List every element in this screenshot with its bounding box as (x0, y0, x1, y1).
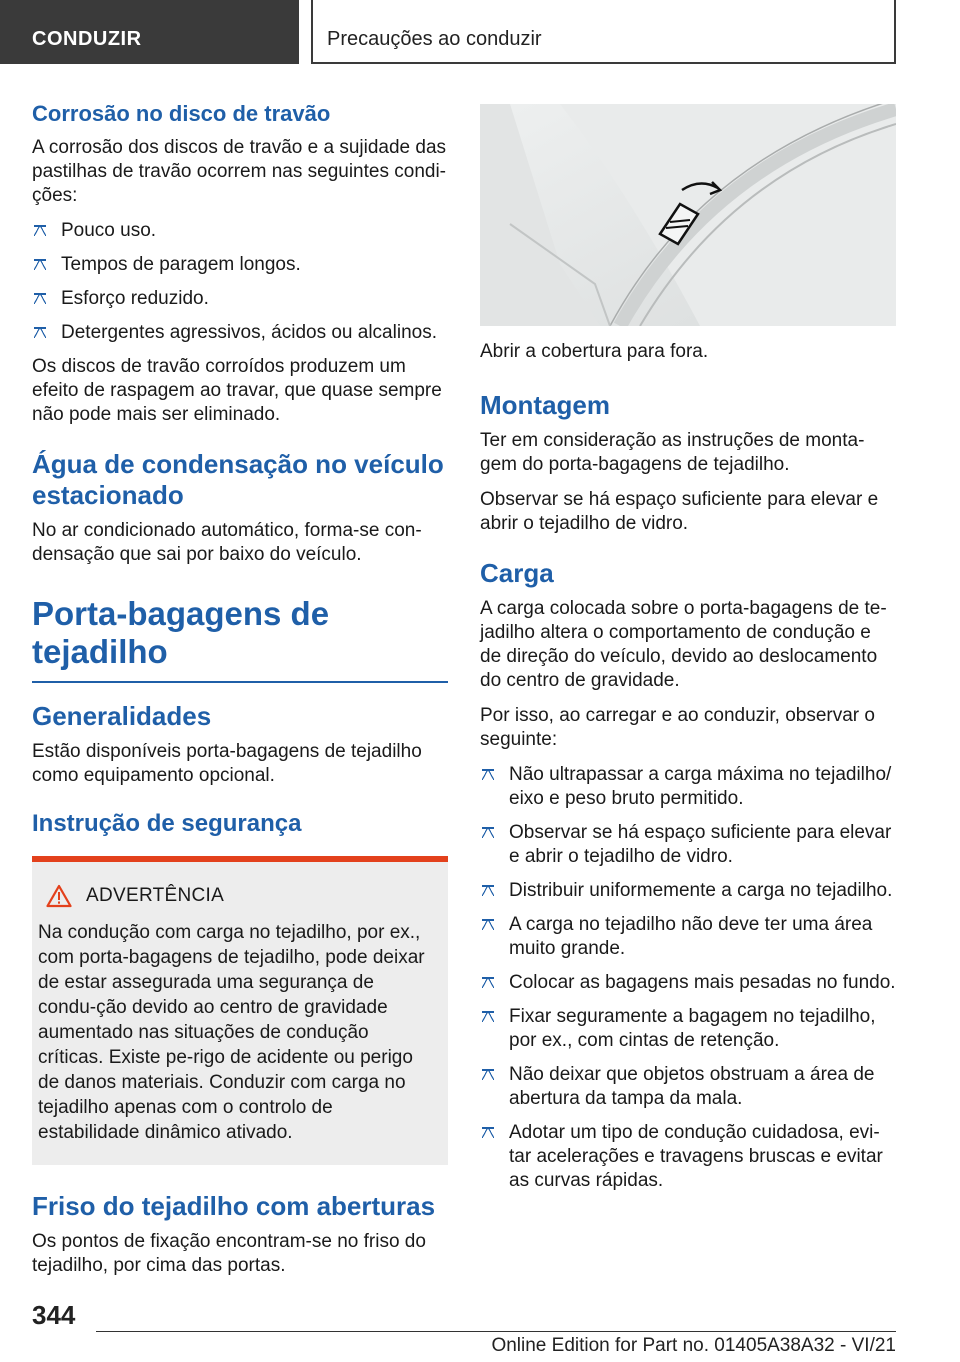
footer-edition: Online Edition for Part no. 01405A38A32 - VI/21 (491, 1335, 896, 1356)
mounting-p1: Ter em consideração as instruções de monta-gem do porta-bagagens de tejadilho. (480, 430, 865, 475)
heading-frieze: Friso do tejadilho com aberturas (32, 1191, 436, 1221)
bullet-triangle-icon (482, 827, 494, 838)
list-item: Não deixar que objetos obstruam a área de abertura da tampa da mala. (480, 1063, 896, 1111)
list-item: Tempos de paragem longos. (32, 253, 448, 277)
roof-cover-photo (480, 104, 896, 326)
page-header (0, 0, 960, 66)
bullet-triangle-icon (482, 1011, 494, 1022)
warning-header (46, 884, 434, 908)
load-p1: A carga colocada sobre o porta-bagagens de te-jadilho altera o comportamento de condução e de direção do veículo, devido ao deslocamento do centro de gravidade. (480, 598, 887, 691)
roof-cover-illustration-icon (480, 104, 896, 326)
warning-text: Na condução com carga no tejadilho, por ex., com porta-bagagens de tejadilho, pode deixar de estar assegurada uma segurança de condu-ção devido ao centro de gravidade aumentado nas situações de condução críticas. Existe pe-rigo de acidente ou perigo de danos materiais. Conduzir com carga no tejadilho apenas com o controlo de estabilidade dinâmico ativado. (38, 922, 425, 1143)
bullet-triangle-icon (482, 1069, 494, 1080)
heading-mounting: Montagem (480, 390, 610, 420)
load-list (480, 763, 896, 1193)
heading-load: Carga (480, 558, 554, 588)
corrosion-intro: A corrosão dos discos de travão e a sujidade das pastilhas de travão ocorrem nas seguintes condi-ções: (32, 137, 447, 206)
bullet-triangle-icon (482, 769, 494, 780)
corrosion-list (32, 219, 448, 345)
left-column (32, 100, 448, 1289)
warning-triangle-icon (46, 884, 72, 908)
chapter-title: Precauções ao conduzir (311, 0, 896, 64)
load-p2: Por isso, ao carregar e ao conduzir, observar o seguinte: (480, 705, 875, 750)
bullet-triangle-icon (482, 919, 494, 930)
heading-corrosion: Corrosão no disco de travão (32, 101, 331, 126)
list-item: Adotar um tipo de condução cuidadosa, evi-tar acelerações e travagens bruscas e evitar as curvas rápidas. (480, 1121, 896, 1193)
bullet-triangle-icon (482, 977, 494, 988)
corrosion-outro: Os discos de travão corroídos produzem um efeito de raspagem ao travar, que quase sempre não pode mais ser eliminado. (32, 356, 442, 425)
bullet-triangle-icon (34, 225, 46, 236)
warning-label: ADVERTÊNCIA (86, 885, 225, 906)
page-number: 344 (32, 1300, 76, 1330)
list-item: Observar se há espaço suficiente para elevar e abrir o tejadilho de vidro. (480, 821, 896, 869)
list-item: Colocar as bagagens mais pesadas no fundo. (480, 971, 896, 995)
condensation-text: No ar condicionado automático, forma-se con-densação que sai por baixo do veículo. (32, 520, 422, 565)
list-item: Fixar seguramente a bagagem no tejadilho, por ex., com cintas de retenção. (480, 1005, 896, 1053)
general-text: Estão disponíveis porta-bagagens de tejadilho como equipamento opcional. (32, 741, 422, 786)
list-item: Não ultrapassar a carga máxima no tejadilho/ eixo e peso bruto permitido. (480, 763, 896, 811)
list-item: Pouco uso. (32, 219, 448, 243)
bullet-triangle-icon (34, 293, 46, 304)
footer-rule (96, 1331, 896, 1332)
bullet-triangle-icon (482, 885, 494, 896)
list-item: Esforço reduzido. (32, 287, 448, 311)
list-item: Distribuir uniformemente a carga no tejadilho. (480, 879, 896, 903)
right-column (480, 100, 896, 1203)
bullet-triangle-icon (482, 1127, 494, 1138)
heading-roof-rack: Porta-bagagens de tejadilho (32, 595, 448, 683)
bullet-triangle-icon (34, 259, 46, 270)
mounting-p2: Observar se há espaço suficiente para elevar e abrir o tejadilho de vidro. (480, 489, 879, 534)
heading-general: Generalidades (32, 701, 212, 731)
frieze-text: Os pontos de fixação encontram-se no friso do tejadilho, por cima das portas. (32, 1231, 426, 1276)
photo-caption: Abrir a cobertura para fora. (480, 341, 709, 362)
bullet-triangle-icon (34, 327, 46, 338)
list-item: Detergentes agressivos, ácidos ou alcalinos. (32, 321, 448, 345)
warning-box (32, 856, 448, 1165)
list-item: A carga no tejadilho não deve ter uma área muito grande. (480, 913, 896, 961)
heading-condensation: Água de condensação no veículo estacionado (32, 449, 444, 510)
section-tab: CONDUZIR (0, 0, 299, 64)
heading-safety: Instrução de segurança (32, 810, 302, 837)
